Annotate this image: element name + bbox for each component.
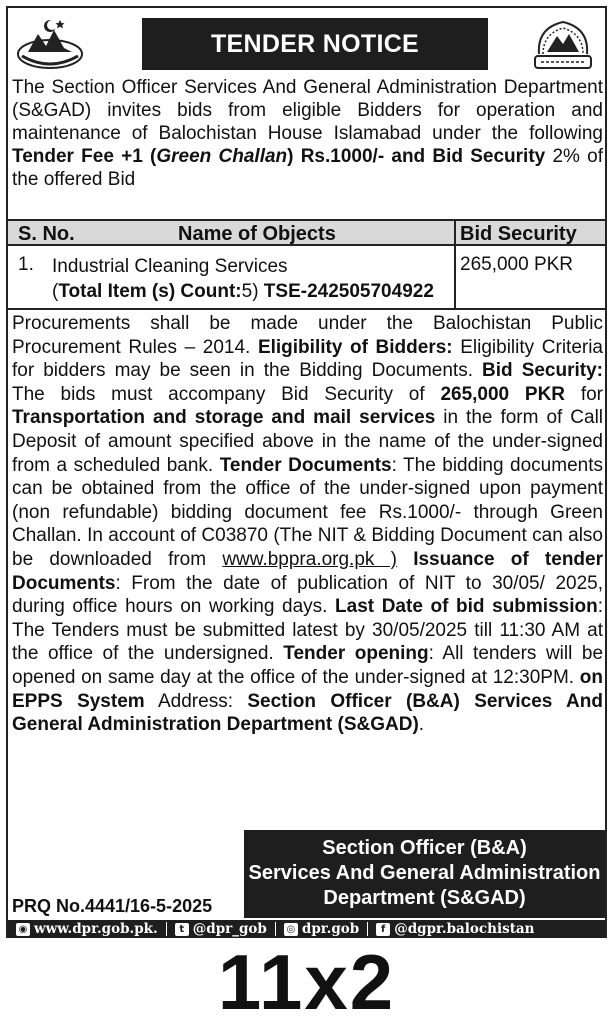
header-bid-security: Bid Security (460, 223, 577, 245)
balochistan-emblem-icon (14, 14, 86, 74)
header-sno: S. No. (18, 223, 75, 245)
row-sno: 1. (18, 254, 34, 275)
footer-facebook[interactable]: f @dgpr.balochistan (376, 921, 534, 937)
signature-block (244, 830, 605, 918)
footer-twitter[interactable]: t @dpr_gob (175, 921, 267, 937)
signature-line-2: Services And General Administration (248, 862, 601, 884)
footer-bar (8, 920, 605, 938)
dgpr-emblem-icon (527, 14, 599, 74)
body-paragraph: Procurements shall be made under the Balochistan Public Procurement Rules – 2014. Eligibility of Bidders: Eligibility Criteria for bidders may be seen in the Bidding Documents. Bid Security: The bids must accompany Bid Security of 265,000 PKR for Transportation and storage and mail services in the form of Call Deposit of amount specified above in the name of the under-signed from a scheduled bank. Tender Documents: The bidding documents can be obtained from the office of the under-signed upon payment (non refundable) bidding document fee Rs.1000/- through Green Challan. In account of C03870 (The NIT & Bidding Document can also be downloaded from www.bppra.org.pk ) Issuance of tender Documents: From the date of publication of NIT to 30/05/ 2025, during office hours on working days. Last Date of bid submission: The Tenders must be submitted latest by 30/05/2025 till 11:30 AM at the office of the undersigned. Tender opening: All tenders will be opened on same day at the office of the under-signed at 12:30PM. on EPPS System Address: Section Officer (B&A) Services And General Administration Department (S&GAD). (12, 313, 604, 736)
footer-divider (166, 922, 167, 936)
footer-web[interactable]: ◉ www.dpr.gob.pk. (16, 921, 158, 937)
globe-icon: ◉ (16, 923, 30, 936)
signature-line-1: Section Officer (B&A) (322, 837, 527, 859)
ad-size-label: 11x2 (217, 938, 396, 1026)
page-title: TENDER NOTICE (142, 18, 488, 70)
tender-notice (6, 6, 607, 938)
header-name-of-objects: Name of Objects (178, 223, 336, 245)
footer-divider (367, 922, 368, 936)
intro-paragraph: The Section Officer Services And General Administration Department (S&GAD) invites bids from eligible Bidders for operation and maintenance of Balochistan House Islamabad under the following Tender Fee +1 (Green Challan) Rs.1000/- and Bid Security 2% of the offered Bid (12, 77, 603, 190)
table-header (8, 219, 605, 246)
row-object (52, 254, 434, 304)
table-row (8, 246, 605, 310)
row-bid-security: 265,000 PKR (460, 254, 574, 275)
footer-instagram[interactable]: ◎ dpr.gob (284, 921, 359, 937)
footer-divider (275, 922, 276, 936)
instagram-icon: ◎ (284, 923, 298, 936)
signature-line-3: Department (S&GAD) (323, 887, 526, 909)
facebook-icon: f (376, 923, 390, 936)
twitter-icon: t (175, 923, 189, 936)
table-divider (454, 219, 456, 310)
prq-number: PRQ No.4441/16-5-2025 (12, 896, 213, 916)
row-object-detail: (Total Item (s) Count:5) TSE-242505704922 (52, 281, 434, 302)
bppra-link[interactable]: www.bppra.org.pk ) (222, 548, 397, 570)
row-object-name: Industrial Cleaning Services (52, 256, 288, 277)
